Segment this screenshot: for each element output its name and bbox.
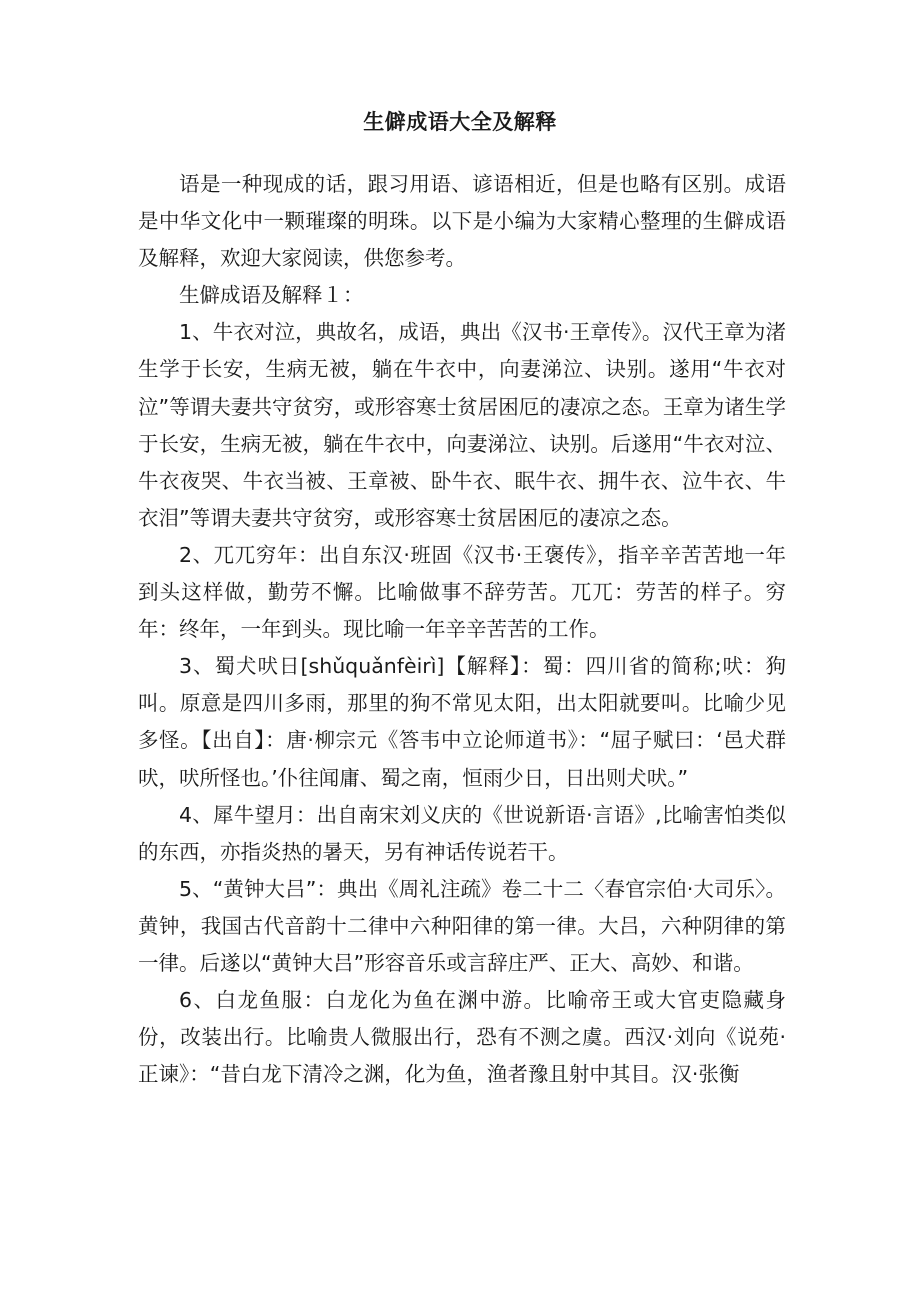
paragraph-idiom-3: 3、蜀犬吠日[shǔquǎnfèirì]【解释】：蜀：四川省的简称;吠：狗叫。原意是四川多雨，那里的狗不常见太阳，出太阳就要叫。比喻少见多怪。【出自】：唐·柳宗元《答韦中立论师道书》：“屈子赋曰：‘邑犬群吠，吠所怪也。’仆往闻庸、蜀之南，恒雨少日，日出则犬吠。” <box>138 654 786 790</box>
document-title: 生僻成语大全及解释 <box>363 110 557 134</box>
paragraph-section-heading: 生僻成语及解释１： <box>179 283 364 308</box>
paragraph-idiom-6: 6、白龙鱼服：白龙化为鱼在渊中游。比喻帝王或大官吏隐藏身份，改装出行。比喻贵人微服出行，恐有不测之虞。西汉·刘向《说苑·正谏》：“昔白龙下清冷之渊，化为鱼，渔者豫且射中其目。汉·张衡 <box>138 988 786 1087</box>
paragraph-idiom-5: 5、“黄钟大吕”：典出《周礼注疏》卷二十二〈春官宗伯·大司乐〉。黄钟，我国古代音韵十二律中六种阳律的第一律。大吕，六种阴律的第一律。后遂以“黄钟大吕”形容音乐或言辞庄严、正大、高妙、和谐。 <box>138 876 786 975</box>
paragraph-idiom-1: 1、牛衣对泣，典故名，成语，典出《汉书·王章传》。汉代王章为渚生学于长安，生病无被，躺在牛衣中，向妻涕泣、诀别。遂用“牛衣对泣”等谓夫妻共守贫穷，或形容寒士贫居困厄的凄凉之态。王章为诸生学于长安，生病无被，躺在牛衣中，向妻涕泣、诀别。后遂用“牛衣对泣、牛衣夜哭、牛衣当被、王章被、卧牛衣、眠牛衣、拥牛衣、泣牛衣、牛衣泪”等谓夫妻共守贫穷，或形容寒士贫居困厄的凄凉之态。 <box>138 320 786 530</box>
paragraph-intro: 语是一种现成的话，跟习用语、谚语相近，但是也略有区别。成语是中华文化中一颗璀璨的明珠。以下是小编为大家精心整理的生僻成语及解释，欢迎大家阅读，供您参考。 <box>138 172 786 271</box>
paragraph-idiom-4: 4、犀牛望月：出自南宋刘义庆的《世说新语·言语》,比喻害怕类似的东西，亦指炎热的暑天，另有神话传说若干。 <box>138 802 786 864</box>
document-body <box>138 166 786 1093</box>
paragraph-idiom-2: 2、兀兀穷年：出自东汉·班固《汉书·王褒传》，指辛辛苦苦地一年到头这样做，勤劳不懈。比喻做事不辞劳苦。兀兀：劳苦的样子。穷年：终年，一年到头。现比喻一年辛辛苦苦的工作。 <box>138 542 786 642</box>
